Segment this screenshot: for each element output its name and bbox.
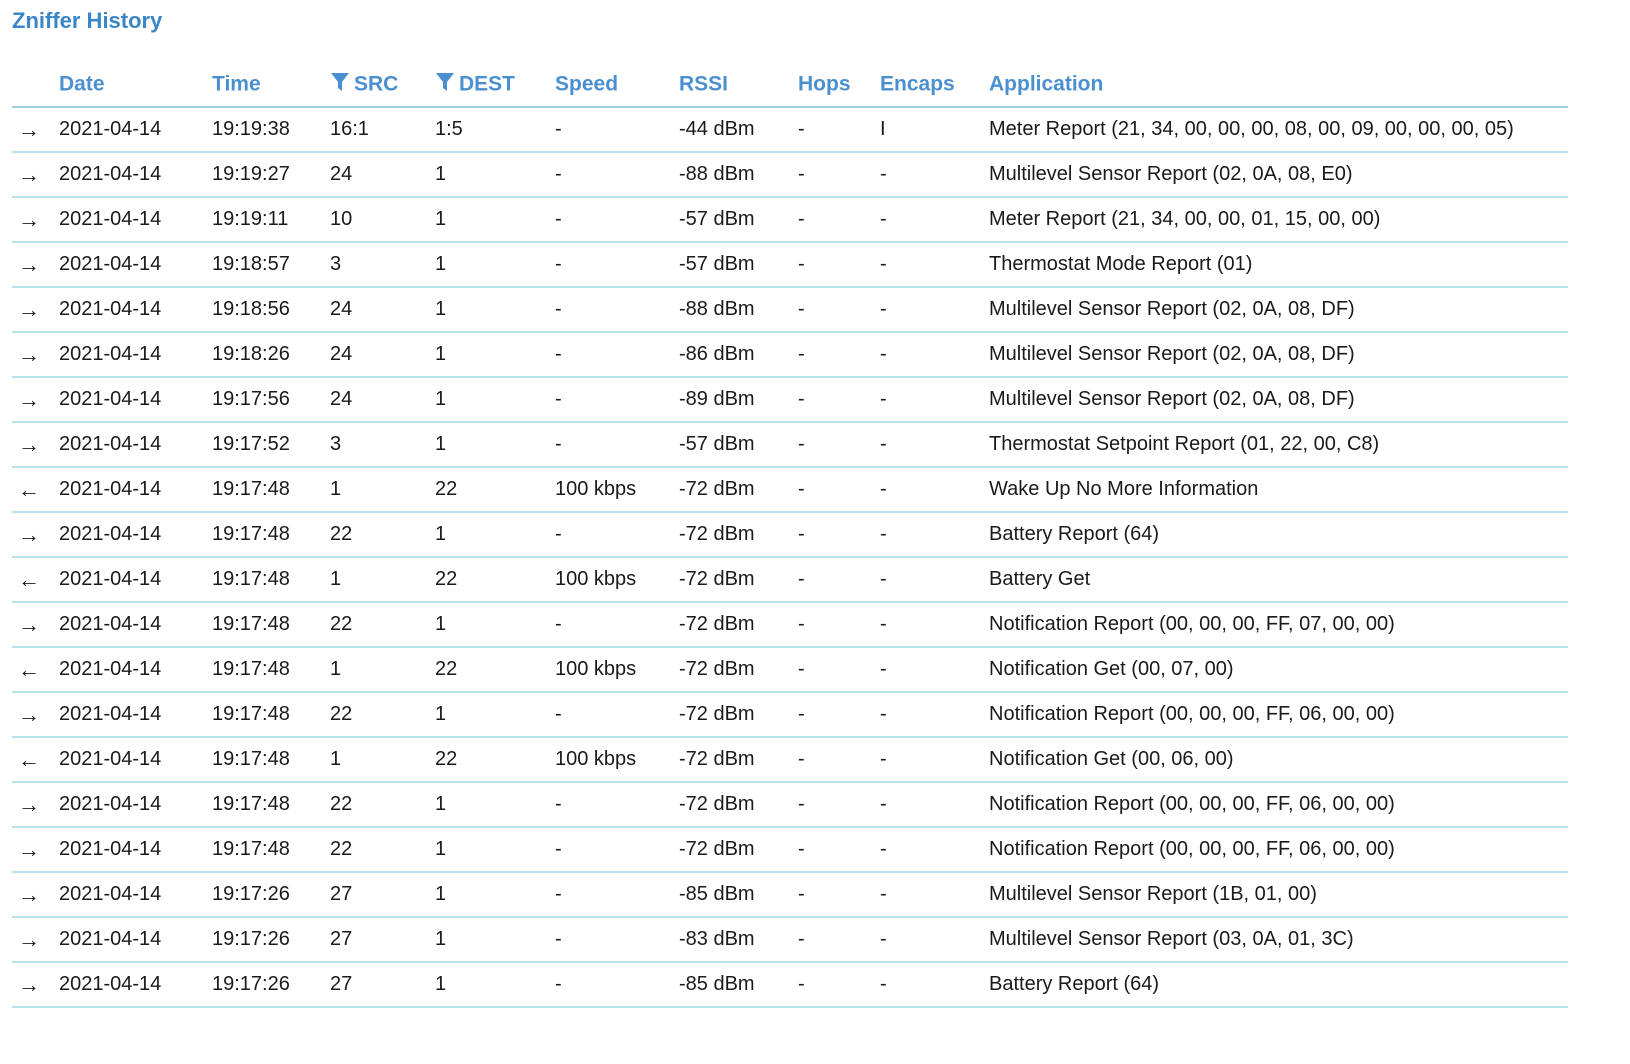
cell-encaps: - (880, 782, 989, 827)
cell-date: 2021-04-14 (59, 287, 212, 332)
cell-src: 16:1 (330, 107, 435, 152)
cell-date: 2021-04-14 (59, 872, 212, 917)
cell-speed: - (555, 287, 679, 332)
cell-application: Notification Get (00, 06, 00) (989, 737, 1568, 782)
cell-dest: 1 (435, 287, 555, 332)
cell-src: 10 (330, 197, 435, 242)
cell-dest: 1:5 (435, 107, 555, 152)
cell-encaps: - (880, 287, 989, 332)
cell-speed: - (555, 872, 679, 917)
cell-date: 2021-04-14 (59, 377, 212, 422)
cell-time: 19:17:48 (212, 467, 330, 512)
arrow-left-icon: ← (12, 737, 59, 782)
cell-speed: - (555, 242, 679, 287)
cell-rssi: -72 dBm (679, 737, 798, 782)
cell-src: 27 (330, 872, 435, 917)
cell-hops: - (798, 917, 880, 962)
cell-hops: - (798, 422, 880, 467)
cell-date: 2021-04-14 (59, 647, 212, 692)
cell-date: 2021-04-14 (59, 827, 212, 872)
cell-dest: 1 (435, 242, 555, 287)
cell-dest: 1 (435, 782, 555, 827)
cell-speed: 100 kbps (555, 467, 679, 512)
cell-application: Notification Report (00, 00, 00, FF, 06, 00, 00) (989, 692, 1568, 737)
cell-rssi: -72 dBm (679, 602, 798, 647)
table-row[interactable] (12, 602, 1568, 647)
cell-speed: - (555, 197, 679, 242)
table-row[interactable] (12, 557, 1568, 602)
cell-dest: 1 (435, 962, 555, 1007)
cell-time: 19:17:26 (212, 917, 330, 962)
cell-time: 19:17:48 (212, 782, 330, 827)
cell-application: Notification Report (00, 00, 00, FF, 07, 00, 00) (989, 602, 1568, 647)
cell-time: 19:19:38 (212, 107, 330, 152)
cell-application: Meter Report (21, 34, 00, 00, 01, 15, 00, 00) (989, 197, 1568, 242)
cell-speed: - (555, 827, 679, 872)
cell-encaps: - (880, 377, 989, 422)
cell-date: 2021-04-14 (59, 512, 212, 557)
cell-application: Thermostat Mode Report (01) (989, 242, 1568, 287)
column-header-label: SRC (354, 72, 399, 96)
cell-encaps: - (880, 512, 989, 557)
cell-src: 22 (330, 512, 435, 557)
cell-speed: 100 kbps (555, 557, 679, 602)
cell-speed: - (555, 332, 679, 377)
cell-time: 19:17:48 (212, 557, 330, 602)
cell-hops: - (798, 107, 880, 152)
table-row[interactable] (12, 917, 1568, 962)
cell-rssi: -88 dBm (679, 287, 798, 332)
cell-hops: - (798, 602, 880, 647)
cell-application: Thermostat Setpoint Report (01, 22, 00, C8) (989, 422, 1568, 467)
cell-src: 3 (330, 422, 435, 467)
cell-application: Multilevel Sensor Report (02, 0A, 08, DF) (989, 377, 1568, 422)
cell-date: 2021-04-14 (59, 242, 212, 287)
cell-application: Battery Report (64) (989, 962, 1568, 1007)
cell-speed: - (555, 917, 679, 962)
cell-speed: - (555, 107, 679, 152)
column-header-label: RSSI (679, 72, 729, 96)
cell-date: 2021-04-14 (59, 917, 212, 962)
cell-time: 19:19:27 (212, 152, 330, 197)
cell-speed: - (555, 152, 679, 197)
arrow-right-icon: → (12, 287, 59, 332)
cell-encaps: - (880, 197, 989, 242)
cell-date: 2021-04-14 (59, 737, 212, 782)
cell-application: Notification Get (00, 07, 00) (989, 647, 1568, 692)
cell-time: 19:17:48 (212, 647, 330, 692)
column-header-application (989, 62, 1568, 107)
cell-hops: - (798, 332, 880, 377)
cell-rssi: -83 dBm (679, 917, 798, 962)
cell-application: Battery Report (64) (989, 512, 1568, 557)
cell-time: 19:17:48 (212, 602, 330, 647)
table-row[interactable] (12, 467, 1568, 512)
arrow-right-icon: → (12, 512, 59, 557)
table-row[interactable] (12, 107, 1568, 152)
cell-speed: - (555, 512, 679, 557)
cell-hops: - (798, 242, 880, 287)
table-row[interactable] (12, 152, 1568, 197)
cell-rssi: -72 dBm (679, 467, 798, 512)
cell-time: 19:19:11 (212, 197, 330, 242)
cell-src: 22 (330, 827, 435, 872)
table-row[interactable] (12, 647, 1568, 692)
table-header (12, 62, 1568, 107)
column-header-label: DEST (459, 72, 516, 96)
cell-application: Multilevel Sensor Report (02, 0A, 08, E0) (989, 152, 1568, 197)
cell-dest: 1 (435, 332, 555, 377)
cell-date: 2021-04-14 (59, 152, 212, 197)
cell-hops: - (798, 737, 880, 782)
cell-src: 24 (330, 287, 435, 332)
cell-dest: 1 (435, 827, 555, 872)
cell-date: 2021-04-14 (59, 692, 212, 737)
cell-dest: 22 (435, 467, 555, 512)
cell-speed: - (555, 692, 679, 737)
cell-hops: - (798, 647, 880, 692)
cell-src: 22 (330, 692, 435, 737)
table-row[interactable] (12, 827, 1568, 872)
column-header-dest[interactable] (435, 62, 555, 107)
cell-speed: - (555, 782, 679, 827)
cell-hops: - (798, 467, 880, 512)
cell-rssi: -44 dBm (679, 107, 798, 152)
cell-date: 2021-04-14 (59, 602, 212, 647)
column-header-label: Hops (798, 72, 851, 96)
cell-hops: - (798, 557, 880, 602)
cell-encaps: - (880, 422, 989, 467)
column-header-label: Time (212, 72, 261, 96)
cell-application: Multilevel Sensor Report (02, 0A, 08, DF) (989, 332, 1568, 377)
cell-hops: - (798, 962, 880, 1007)
cell-dest: 1 (435, 872, 555, 917)
table-row[interactable] (12, 422, 1568, 467)
cell-src: 3 (330, 242, 435, 287)
cell-time: 19:18:57 (212, 242, 330, 287)
cell-dest: 1 (435, 917, 555, 962)
cell-application: Wake Up No More Information (989, 467, 1568, 512)
arrow-right-icon: → (12, 332, 59, 377)
cell-speed: - (555, 377, 679, 422)
cell-encaps: - (880, 917, 989, 962)
column-header-date (59, 62, 212, 107)
cell-speed: 100 kbps (555, 737, 679, 782)
cell-application: Meter Report (21, 34, 00, 00, 00, 08, 00, 09, 00, 00, 00, 05) (989, 107, 1568, 152)
filter-icon[interactable] (435, 71, 455, 93)
cell-application: Notification Report (00, 00, 00, FF, 06, 00, 00) (989, 827, 1568, 872)
arrow-right-icon: → (12, 107, 59, 152)
cell-encaps: - (880, 602, 989, 647)
column-header-hops (798, 62, 880, 107)
cell-hops: - (798, 872, 880, 917)
cell-dest: 22 (435, 737, 555, 782)
cell-dest: 1 (435, 422, 555, 467)
cell-speed: - (555, 422, 679, 467)
cell-dest: 1 (435, 602, 555, 647)
column-header-src[interactable] (330, 62, 435, 107)
arrow-right-icon: → (12, 962, 59, 1007)
cell-date: 2021-04-14 (59, 107, 212, 152)
cell-encaps: - (880, 827, 989, 872)
arrow-right-icon: → (12, 692, 59, 737)
cell-rssi: -86 dBm (679, 332, 798, 377)
cell-hops: - (798, 782, 880, 827)
cell-dest: 1 (435, 152, 555, 197)
cell-date: 2021-04-14 (59, 557, 212, 602)
arrow-left-icon: ← (12, 467, 59, 512)
column-header-label: Date (59, 72, 105, 96)
column-header-direction (12, 62, 59, 107)
cell-src: 1 (330, 467, 435, 512)
cell-hops: - (798, 152, 880, 197)
cell-encaps: I (880, 107, 989, 152)
cell-hops: - (798, 287, 880, 332)
arrow-right-icon: → (12, 422, 59, 467)
cell-time: 19:17:26 (212, 962, 330, 1007)
cell-speed: - (555, 962, 679, 1007)
cell-time: 19:17:56 (212, 377, 330, 422)
cell-time: 19:17:48 (212, 692, 330, 737)
cell-hops: - (798, 692, 880, 737)
cell-src: 1 (330, 557, 435, 602)
cell-application: Multilevel Sensor Report (03, 0A, 01, 3C) (989, 917, 1568, 962)
cell-application: Multilevel Sensor Report (02, 0A, 08, DF) (989, 287, 1568, 332)
cell-rssi: -85 dBm (679, 872, 798, 917)
arrow-right-icon: → (12, 827, 59, 872)
cell-rssi: -89 dBm (679, 377, 798, 422)
cell-time: 19:17:48 (212, 512, 330, 557)
cell-src: 24 (330, 332, 435, 377)
arrow-right-icon: → (12, 242, 59, 287)
cell-date: 2021-04-14 (59, 197, 212, 242)
cell-src: 1 (330, 647, 435, 692)
arrow-right-icon: → (12, 782, 59, 827)
arrow-right-icon: → (12, 602, 59, 647)
column-header-speed (555, 62, 679, 107)
cell-encaps: - (880, 692, 989, 737)
cell-encaps: - (880, 152, 989, 197)
cell-rssi: -72 dBm (679, 647, 798, 692)
cell-dest: 1 (435, 692, 555, 737)
cell-rssi: -57 dBm (679, 242, 798, 287)
cell-hops: - (798, 377, 880, 422)
cell-time: 19:17:48 (212, 737, 330, 782)
table-row[interactable] (12, 512, 1568, 557)
cell-time: 19:17:48 (212, 827, 330, 872)
cell-encaps: - (880, 557, 989, 602)
arrow-right-icon: → (12, 377, 59, 422)
column-header-label: Speed (555, 72, 619, 96)
table-row[interactable] (12, 332, 1568, 377)
cell-src: 1 (330, 737, 435, 782)
cell-rssi: -85 dBm (679, 962, 798, 1007)
cell-date: 2021-04-14 (59, 962, 212, 1007)
cell-encaps: - (880, 242, 989, 287)
cell-src: 22 (330, 782, 435, 827)
column-header-encaps (880, 62, 989, 107)
cell-date: 2021-04-14 (59, 782, 212, 827)
header-row (12, 62, 1568, 107)
cell-dest: 1 (435, 512, 555, 557)
column-header-label: Application (989, 72, 1104, 96)
cell-rssi: -88 dBm (679, 152, 798, 197)
cell-encaps: - (880, 647, 989, 692)
cell-application: Notification Report (00, 00, 00, FF, 06, 00, 00) (989, 782, 1568, 827)
arrow-right-icon: → (12, 872, 59, 917)
cell-time: 19:17:26 (212, 872, 330, 917)
cell-src: 27 (330, 917, 435, 962)
table-row[interactable] (12, 287, 1568, 332)
cell-time: 19:18:56 (212, 287, 330, 332)
cell-src: 27 (330, 962, 435, 1007)
cell-hops: - (798, 197, 880, 242)
cell-rssi: -72 dBm (679, 557, 798, 602)
cell-rssi: -57 dBm (679, 422, 798, 467)
cell-application: Multilevel Sensor Report (1B, 01, 00) (989, 872, 1568, 917)
arrow-right-icon: → (12, 197, 59, 242)
filter-icon[interactable] (330, 71, 350, 93)
column-header-time (212, 62, 330, 107)
cell-time: 19:17:52 (212, 422, 330, 467)
cell-src: 24 (330, 377, 435, 422)
cell-encaps: - (880, 962, 989, 1007)
cell-rssi: -72 dBm (679, 692, 798, 737)
arrow-left-icon: ← (12, 557, 59, 602)
cell-dest: 1 (435, 197, 555, 242)
cell-date: 2021-04-14 (59, 467, 212, 512)
cell-src: 22 (330, 602, 435, 647)
cell-rssi: -72 dBm (679, 782, 798, 827)
table-row[interactable] (12, 962, 1568, 1007)
cell-hops: - (798, 827, 880, 872)
cell-date: 2021-04-14 (59, 332, 212, 377)
table-row[interactable] (12, 782, 1568, 827)
cell-src: 24 (330, 152, 435, 197)
table-row[interactable] (12, 692, 1568, 737)
table-row[interactable] (12, 197, 1568, 242)
cell-speed: 100 kbps (555, 647, 679, 692)
cell-rssi: -72 dBm (679, 827, 798, 872)
table-row[interactable] (12, 737, 1568, 782)
cell-dest: 22 (435, 557, 555, 602)
cell-speed: - (555, 602, 679, 647)
table-body (12, 107, 1568, 1007)
cell-encaps: - (880, 872, 989, 917)
table-row[interactable] (12, 377, 1568, 422)
history-table (12, 62, 1568, 1008)
cell-date: 2021-04-14 (59, 422, 212, 467)
column-header-rssi (679, 62, 798, 107)
cell-encaps: - (880, 467, 989, 512)
cell-rssi: -72 dBm (679, 512, 798, 557)
cell-dest: 1 (435, 377, 555, 422)
cell-application: Battery Get (989, 557, 1568, 602)
arrow-right-icon: → (12, 152, 59, 197)
cell-rssi: -57 dBm (679, 197, 798, 242)
page-title: Zniffer History (12, 8, 163, 33)
table-row[interactable] (12, 242, 1568, 287)
cell-encaps: - (880, 332, 989, 377)
arrow-right-icon: → (12, 917, 59, 962)
cell-time: 19:18:26 (212, 332, 330, 377)
cell-dest: 22 (435, 647, 555, 692)
arrow-left-icon: ← (12, 647, 59, 692)
cell-encaps: - (880, 737, 989, 782)
table-row[interactable] (12, 872, 1568, 917)
column-header-label: Encaps (880, 72, 955, 96)
cell-hops: - (798, 512, 880, 557)
